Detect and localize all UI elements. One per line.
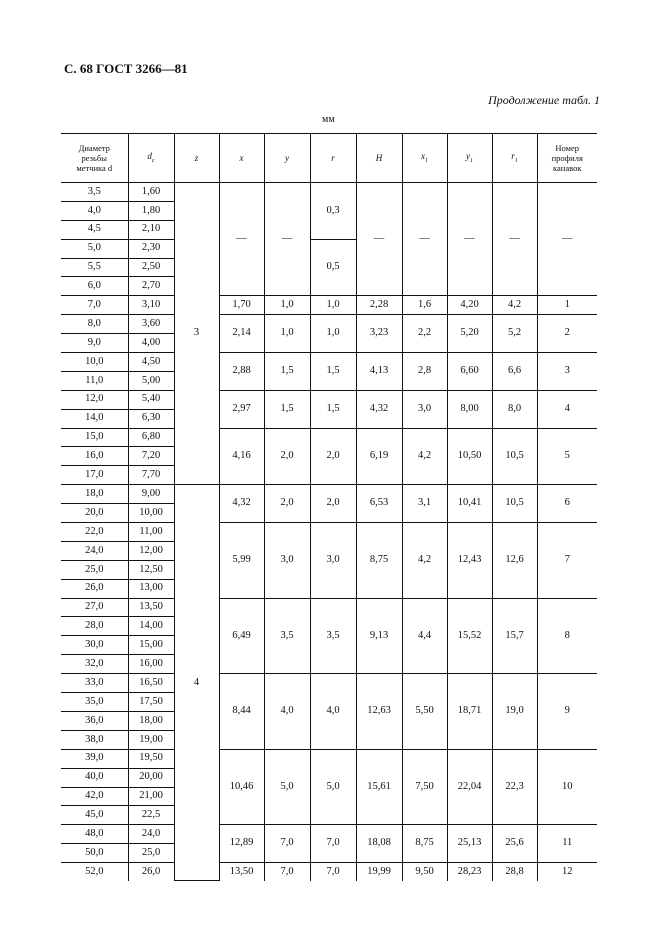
- z-cell: 3: [174, 183, 219, 485]
- diameter-cell: 32,0: [61, 655, 128, 674]
- dc-cell: 3,10: [128, 296, 174, 315]
- dc-cell: 14,00: [128, 617, 174, 636]
- dc-cell: 24,0: [128, 825, 174, 844]
- x-cell: 4,16: [219, 428, 264, 485]
- y1-cell: 6,60: [447, 353, 492, 391]
- r-cell: 4,0: [310, 674, 356, 750]
- diameter-cell: 35,0: [61, 693, 128, 712]
- diameter-cell: 15,0: [61, 428, 128, 447]
- diameter-cell: 40,0: [61, 768, 128, 787]
- dc-cell: 12,00: [128, 541, 174, 560]
- r1-cell: 10,5: [492, 428, 537, 485]
- dc-cell: 18,00: [128, 711, 174, 730]
- y1-cell: 8,00: [447, 390, 492, 428]
- table-header-row: [61, 134, 597, 183]
- y1-dash-cell: —: [447, 183, 492, 296]
- profile-cell: 1: [537, 296, 597, 315]
- r-cell: 0,3: [310, 183, 356, 240]
- r1-cell: 28,8: [492, 863, 537, 881]
- dc-cell: 4,50: [128, 353, 174, 372]
- dc-cell: 2,70: [128, 277, 174, 296]
- y1-cell: 18,71: [447, 674, 492, 750]
- x1-cell: 4,4: [402, 598, 447, 674]
- y-dash-cell: —: [264, 183, 310, 296]
- col-header-x1: $x_1$: [402, 134, 447, 183]
- diameter-cell: 50,0: [61, 844, 128, 863]
- diameter-cell: 12,0: [61, 390, 128, 409]
- dc-cell: 6,30: [128, 409, 174, 428]
- dc-cell: 17,50: [128, 693, 174, 712]
- y-cell: 4,0: [264, 674, 310, 750]
- r1-cell: 6,6: [492, 353, 537, 391]
- x-cell: 2,88: [219, 353, 264, 391]
- diameter-cell: 42,0: [61, 787, 128, 806]
- dc-cell: 13,00: [128, 579, 174, 598]
- y-cell: 1,5: [264, 353, 310, 391]
- diameter-cell: 7,0: [61, 296, 128, 315]
- diameter-cell: 9,0: [61, 334, 128, 353]
- z-cell: 4: [174, 485, 219, 881]
- col-header-profile: Номер профиля канавок: [537, 134, 597, 183]
- x-cell: 4,32: [219, 485, 264, 523]
- diameter-cell: 38,0: [61, 730, 128, 749]
- y-cell: 1,0: [264, 296, 310, 315]
- r1-cell: 5,2: [492, 315, 537, 353]
- profile-cell: 5: [537, 428, 597, 485]
- y1-cell: 10,50: [447, 428, 492, 485]
- x1-cell: 2,2: [402, 315, 447, 353]
- dc-cell: 26,0: [128, 863, 174, 881]
- diameter-cell: 52,0: [61, 863, 128, 881]
- page-header: С. 68 ГОСТ 3266—81: [64, 61, 188, 76]
- profile-cell: 12: [537, 863, 597, 881]
- x-cell: 6,49: [219, 598, 264, 674]
- table-row: [61, 749, 597, 768]
- table-row: [61, 428, 597, 447]
- dc-cell: 13,50: [128, 598, 174, 617]
- r-cell: 7,0: [310, 863, 356, 881]
- x1-cell: 9,50: [402, 863, 447, 881]
- r-cell: 3,5: [310, 598, 356, 674]
- r-cell: 7,0: [310, 825, 356, 863]
- diameter-cell: 5,5: [61, 258, 128, 277]
- table-row: [61, 390, 597, 409]
- col-header-r: r: [310, 134, 356, 183]
- x1-cell: 4,2: [402, 428, 447, 485]
- diameter-cell: 4,0: [61, 201, 128, 220]
- y-cell: 2,0: [264, 485, 310, 523]
- h-cell: 18,08: [356, 825, 402, 863]
- dc-cell: 9,00: [128, 485, 174, 504]
- col-header-r1: $r_1$: [492, 134, 537, 183]
- diameter-cell: 17,0: [61, 466, 128, 485]
- h-cell: 9,13: [356, 598, 402, 674]
- dc-cell: 19,00: [128, 730, 174, 749]
- diameter-cell: 10,0: [61, 353, 128, 372]
- h-cell: 4,32: [356, 390, 402, 428]
- diameter-cell: 30,0: [61, 636, 128, 655]
- table-continuation-label: Продолжение табл. 1: [488, 93, 600, 107]
- y-cell: 1,0: [264, 315, 310, 353]
- diameter-cell: 28,0: [61, 617, 128, 636]
- h-cell: 2,28: [356, 296, 402, 315]
- diameter-cell: 36,0: [61, 711, 128, 730]
- x1-cell: 5,50: [402, 674, 447, 750]
- table-row: [61, 674, 597, 693]
- y1-cell: 15,52: [447, 598, 492, 674]
- r1-cell: 19,0: [492, 674, 537, 750]
- table-row: [61, 353, 597, 372]
- y-cell: 1,5: [264, 390, 310, 428]
- dc-cell: 7,70: [128, 466, 174, 485]
- r-cell: 3,0: [310, 523, 356, 599]
- dc-cell: 5,00: [128, 371, 174, 390]
- r1-cell: 25,6: [492, 825, 537, 863]
- y1-cell: 10,41: [447, 485, 492, 523]
- diameter-cell: 39,0: [61, 749, 128, 768]
- y1-cell: 4,20: [447, 296, 492, 315]
- diameter-cell: 18,0: [61, 485, 128, 504]
- r-cell: 2,0: [310, 428, 356, 485]
- y-cell: 3,0: [264, 523, 310, 599]
- h-cell: 12,63: [356, 674, 402, 750]
- col-header-dc: $d_c$: [128, 134, 174, 183]
- profile-cell: 10: [537, 749, 597, 825]
- dc-cell: 10,00: [128, 504, 174, 523]
- diameter-cell: 25,0: [61, 560, 128, 579]
- col-header-y1: $y_1$: [447, 134, 492, 183]
- dc-cell: 22,5: [128, 806, 174, 825]
- h-cell: 8,75: [356, 523, 402, 599]
- dc-cell: 1,60: [128, 183, 174, 202]
- y1-cell: 25,13: [447, 825, 492, 863]
- x-cell: 13,50: [219, 863, 264, 881]
- x1-dash-cell: —: [402, 183, 447, 296]
- h-cell: 6,53: [356, 485, 402, 523]
- h-cell: 19,99: [356, 863, 402, 881]
- x-cell: 8,44: [219, 674, 264, 750]
- diameter-cell: 6,0: [61, 277, 128, 296]
- y-cell: 7,0: [264, 825, 310, 863]
- dc-cell: 25,0: [128, 844, 174, 863]
- y1-cell: 22,04: [447, 749, 492, 825]
- r-cell: 5,0: [310, 749, 356, 825]
- thread-profile-table: [61, 133, 597, 881]
- diameter-cell: 16,0: [61, 447, 128, 466]
- r1-cell: 8,0: [492, 390, 537, 428]
- y-cell: 7,0: [264, 863, 310, 881]
- x-cell: 1,70: [219, 296, 264, 315]
- profile-cell: 4: [537, 390, 597, 428]
- table-row: [61, 523, 597, 542]
- table-row: [61, 296, 597, 315]
- r1-cell: 15,7: [492, 598, 537, 674]
- diameter-cell: 33,0: [61, 674, 128, 693]
- profile-cell: 9: [537, 674, 597, 750]
- dc-cell: 16,00: [128, 655, 174, 674]
- r-cell: 1,0: [310, 315, 356, 353]
- r-cell: 2,0: [310, 485, 356, 523]
- table-row: [61, 183, 597, 202]
- diameter-cell: 24,0: [61, 541, 128, 560]
- y1-cell: 12,43: [447, 523, 492, 599]
- r-cell: 1,5: [310, 390, 356, 428]
- diameter-cell: 3,5: [61, 183, 128, 202]
- diameter-cell: 45,0: [61, 806, 128, 825]
- profile-cell: 11: [537, 825, 597, 863]
- dc-cell: 5,40: [128, 390, 174, 409]
- diameter-cell: 22,0: [61, 523, 128, 542]
- h-cell: 6,19: [356, 428, 402, 485]
- dc-cell: 2,10: [128, 220, 174, 239]
- dc-cell: 3,60: [128, 315, 174, 334]
- r-cell: 1,5: [310, 353, 356, 391]
- H-dash-cell: —: [356, 183, 402, 296]
- dc-cell: 20,00: [128, 768, 174, 787]
- dc-cell: 16,50: [128, 674, 174, 693]
- dc-cell: 11,00: [128, 523, 174, 542]
- y-cell: 5,0: [264, 749, 310, 825]
- diameter-cell: 5,0: [61, 239, 128, 258]
- table-row: [61, 825, 597, 844]
- profile-cell: 2: [537, 315, 597, 353]
- r1-cell: 12,6: [492, 523, 537, 599]
- y-cell: 2,0: [264, 428, 310, 485]
- x1-cell: 3,0: [402, 390, 447, 428]
- table-row: [61, 598, 597, 617]
- r1-cell: 10,5: [492, 485, 537, 523]
- dc-cell: 21,00: [128, 787, 174, 806]
- y-cell: 3,5: [264, 598, 310, 674]
- diameter-cell: 14,0: [61, 409, 128, 428]
- x-cell: 2,14: [219, 315, 264, 353]
- x1-cell: 3,1: [402, 485, 447, 523]
- r1-dash-cell: —: [492, 183, 537, 296]
- diameter-cell: 26,0: [61, 579, 128, 598]
- col-header-h: H: [356, 134, 402, 183]
- units-label: мм: [322, 114, 335, 125]
- dc-cell: 12,50: [128, 560, 174, 579]
- diameter-cell: 4,5: [61, 220, 128, 239]
- dc-cell: 19,50: [128, 749, 174, 768]
- y1-cell: 28,23: [447, 863, 492, 881]
- diameter-cell: 27,0: [61, 598, 128, 617]
- dc-cell: 4,00: [128, 334, 174, 353]
- x-cell: 10,46: [219, 749, 264, 825]
- r-cell: 1,0: [310, 296, 356, 315]
- profile-cell: 6: [537, 485, 597, 523]
- diameter-cell: 8,0: [61, 315, 128, 334]
- profile-dash-cell: —: [537, 183, 597, 296]
- x1-cell: 1,6: [402, 296, 447, 315]
- diameter-cell: 20,0: [61, 504, 128, 523]
- dc-cell: 1,80: [128, 201, 174, 220]
- y1-cell: 5,20: [447, 315, 492, 353]
- r1-cell: 22,3: [492, 749, 537, 825]
- dc-cell: 2,50: [128, 258, 174, 277]
- profile-cell: 8: [537, 598, 597, 674]
- col-header-z: z: [174, 134, 219, 183]
- x1-cell: 2,8: [402, 353, 447, 391]
- col-header-x: x: [219, 134, 264, 183]
- diameter-cell: 48,0: [61, 825, 128, 844]
- profile-cell: 7: [537, 523, 597, 599]
- table-row: [61, 315, 597, 334]
- dc-cell: 6,80: [128, 428, 174, 447]
- x-dash-cell: —: [219, 183, 264, 296]
- dc-cell: 7,20: [128, 447, 174, 466]
- col-header-diameter: Диаметр резьбы метчика d: [61, 134, 128, 183]
- table-row: [61, 863, 597, 881]
- table-row: [61, 485, 597, 504]
- r-cell: 0,5: [310, 239, 356, 296]
- diameter-cell: 11,0: [61, 371, 128, 390]
- x-cell: 2,97: [219, 390, 264, 428]
- x-cell: 5,99: [219, 523, 264, 599]
- profile-cell: 3: [537, 353, 597, 391]
- h-cell: 15,61: [356, 749, 402, 825]
- dc-cell: 15,00: [128, 636, 174, 655]
- r1-cell: 4,2: [492, 296, 537, 315]
- col-header-y: y: [264, 134, 310, 183]
- h-cell: 3,23: [356, 315, 402, 353]
- h-cell: 4,13: [356, 353, 402, 391]
- dc-cell: 2,30: [128, 239, 174, 258]
- x1-cell: 4,2: [402, 523, 447, 599]
- x-cell: 12,89: [219, 825, 264, 863]
- x1-cell: 7,50: [402, 749, 447, 825]
- x1-cell: 8,75: [402, 825, 447, 863]
